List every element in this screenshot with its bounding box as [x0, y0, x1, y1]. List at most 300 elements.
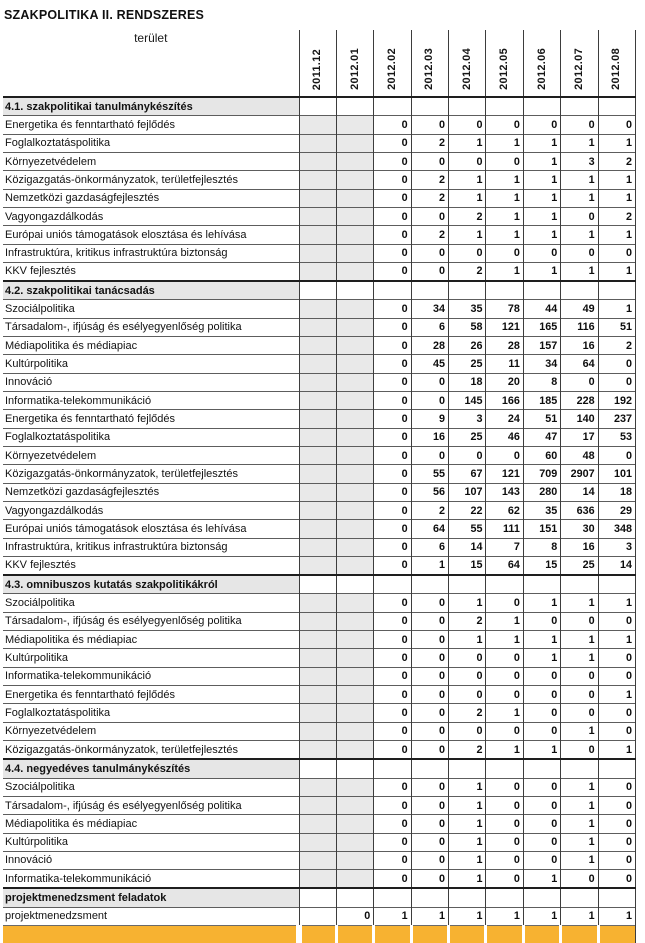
value-cell: 1 — [598, 189, 635, 207]
month-label: 2011.12 — [311, 48, 324, 90]
value-cell: 1 — [561, 262, 598, 281]
value-cell: 0 — [598, 778, 635, 796]
value-cell — [374, 575, 411, 594]
data-row — [3, 465, 636, 483]
value-cell: 0 — [486, 649, 523, 667]
value-cell: 228 — [561, 392, 598, 410]
value-cell: 16 — [561, 337, 598, 355]
value-cell — [523, 281, 560, 300]
value-cell: 0 — [374, 538, 411, 556]
value-cell: 0 — [374, 152, 411, 170]
data-row — [3, 594, 636, 612]
value-cell: 9 — [411, 410, 448, 428]
data-row — [3, 262, 636, 281]
section-title: 4.3. omnibuszos kutatás szakpolitikákról — [3, 575, 299, 594]
value-cell: 0 — [486, 851, 523, 869]
value-cell — [336, 465, 373, 483]
row-label: Foglalkoztatáspolitika — [3, 704, 299, 722]
row-label: Kultúrpolitika — [3, 649, 299, 667]
value-cell: 11 — [486, 355, 523, 373]
value-cell: 0 — [561, 870, 598, 889]
data-row — [3, 778, 636, 796]
value-cell — [598, 575, 635, 594]
value-cell: 55 — [411, 465, 448, 483]
value-cell: 0 — [374, 337, 411, 355]
value-cell — [561, 759, 598, 778]
value-cell: 237 — [598, 410, 635, 428]
value-cell: 0 — [449, 649, 486, 667]
month-label: 2012.04 — [460, 48, 473, 90]
value-cell: 1 — [486, 207, 523, 225]
value-cell: 0 — [598, 870, 635, 889]
month-label: 2012.06 — [535, 48, 548, 90]
value-cell: 0 — [523, 833, 560, 851]
value-cell: 64 — [561, 355, 598, 373]
value-cell — [336, 337, 373, 355]
value-cell: 26 — [449, 337, 486, 355]
value-cell: 0 — [486, 833, 523, 851]
value-cell: 1 — [486, 631, 523, 649]
value-cell: 1 — [561, 907, 598, 925]
value-cell: 0 — [561, 740, 598, 759]
value-cell — [299, 355, 336, 373]
value-cell: 0 — [336, 907, 373, 925]
value-cell — [299, 446, 336, 464]
value-cell: 2 — [449, 207, 486, 225]
value-cell: 18 — [598, 483, 635, 501]
value-cell: 157 — [523, 337, 560, 355]
value-cell: 25 — [561, 556, 598, 575]
data-row — [3, 740, 636, 759]
month-label: 2012.02 — [385, 48, 398, 90]
value-cell: 1 — [598, 300, 635, 318]
value-cell: 0 — [411, 116, 448, 134]
value-cell: 2 — [598, 337, 635, 355]
value-cell: 165 — [523, 318, 560, 336]
value-cell: 1 — [486, 171, 523, 189]
data-row — [3, 116, 636, 134]
value-cell — [299, 116, 336, 134]
value-cell — [336, 926, 373, 943]
value-cell — [299, 262, 336, 281]
data-row — [3, 722, 636, 740]
value-cell: 15 — [523, 556, 560, 575]
value-cell: 1 — [561, 226, 598, 244]
value-cell: 0 — [374, 796, 411, 814]
row-label: Közigazgatás-önkormányzatok, területfejlesztés — [3, 740, 299, 759]
value-cell: 1 — [449, 171, 486, 189]
value-cell: 0 — [598, 446, 635, 464]
value-cell: 1 — [486, 740, 523, 759]
value-cell: 55 — [449, 520, 486, 538]
value-cell: 30 — [561, 520, 598, 538]
value-cell: 1 — [411, 556, 448, 575]
value-cell: 14 — [561, 483, 598, 501]
row-label: projektmenedzsment — [3, 907, 299, 925]
value-cell: 2 — [411, 171, 448, 189]
value-cell: 49 — [561, 300, 598, 318]
value-cell: 0 — [374, 501, 411, 519]
row-label: Energetika és fenntartható fejlődés — [3, 116, 299, 134]
value-cell: 0 — [374, 778, 411, 796]
value-cell: 0 — [598, 116, 635, 134]
value-cell: 140 — [561, 410, 598, 428]
value-cell: 1 — [486, 134, 523, 152]
value-cell: 0 — [374, 171, 411, 189]
section-title: projektmenedzsment feladatok — [3, 888, 299, 907]
value-cell: 34 — [523, 355, 560, 373]
value-cell — [411, 888, 448, 907]
value-cell — [299, 649, 336, 667]
value-cell: 0 — [561, 373, 598, 391]
value-cell: 0 — [374, 116, 411, 134]
row-label: Energetika és fenntartható fejlődés — [3, 686, 299, 704]
value-cell: 0 — [523, 851, 560, 869]
month-label: 2012.05 — [498, 48, 511, 90]
value-cell — [336, 392, 373, 410]
row-label: Innováció — [3, 373, 299, 391]
value-cell: 46 — [486, 428, 523, 446]
value-cell — [561, 575, 598, 594]
value-cell: 0 — [449, 152, 486, 170]
value-cell: 348 — [598, 520, 635, 538]
value-cell — [299, 704, 336, 722]
value-cell — [299, 870, 336, 889]
value-cell: 1 — [449, 907, 486, 925]
value-cell — [336, 483, 373, 501]
value-cell: 1 — [523, 907, 560, 925]
value-cell: 16 — [561, 538, 598, 556]
month-column-header — [336, 30, 373, 97]
value-cell — [336, 740, 373, 759]
value-cell: 1 — [561, 722, 598, 740]
value-cell: 0 — [374, 465, 411, 483]
value-cell — [299, 428, 336, 446]
value-cell: 17 — [561, 428, 598, 446]
month-label: 2012.03 — [423, 48, 436, 90]
row-label: Informatika-telekommunikáció — [3, 392, 299, 410]
value-cell — [336, 262, 373, 281]
value-cell: 0 — [411, 446, 448, 464]
data-row — [3, 631, 636, 649]
value-cell — [336, 97, 373, 116]
value-cell: 22 — [449, 501, 486, 519]
value-cell: 0 — [411, 851, 448, 869]
value-cell — [336, 851, 373, 869]
value-cell — [299, 907, 336, 925]
data-row — [3, 649, 636, 667]
value-cell — [299, 833, 336, 851]
value-cell: 1 — [411, 907, 448, 925]
value-cell: 1 — [486, 226, 523, 244]
month-label: 2012.07 — [572, 48, 585, 90]
value-cell: 1 — [598, 907, 635, 925]
value-cell: 2 — [449, 740, 486, 759]
value-cell: 0 — [486, 446, 523, 464]
month-column-header — [598, 30, 635, 97]
table-header — [3, 30, 636, 97]
value-cell: 1 — [598, 171, 635, 189]
data-row — [3, 833, 636, 851]
value-cell: 1 — [523, 152, 560, 170]
value-cell — [523, 888, 560, 907]
value-cell: 0 — [486, 796, 523, 814]
value-cell: 0 — [486, 152, 523, 170]
value-cell: 53 — [598, 428, 635, 446]
value-cell: 0 — [523, 612, 560, 630]
value-cell — [411, 281, 448, 300]
value-cell: 0 — [598, 722, 635, 740]
value-cell: 145 — [449, 392, 486, 410]
row-label: Energetika és fenntartható fejlődés — [3, 410, 299, 428]
value-cell — [336, 870, 373, 889]
row-label: Környezetvédelem — [3, 722, 299, 740]
value-cell: 0 — [523, 667, 560, 685]
value-cell: 0 — [411, 207, 448, 225]
value-cell — [523, 926, 560, 943]
value-cell: 0 — [411, 722, 448, 740]
value-cell: 0 — [598, 667, 635, 685]
value-cell — [449, 888, 486, 907]
value-cell: 151 — [523, 520, 560, 538]
value-cell — [299, 575, 336, 594]
value-cell: 0 — [374, 667, 411, 685]
value-cell: 0 — [523, 778, 560, 796]
value-cell: 121 — [486, 318, 523, 336]
data-row — [3, 392, 636, 410]
header-row — [3, 30, 636, 97]
value-cell — [449, 575, 486, 594]
value-cell: 1 — [561, 594, 598, 612]
value-cell — [449, 759, 486, 778]
value-cell: 25 — [449, 355, 486, 373]
value-cell: 0 — [374, 226, 411, 244]
value-cell — [299, 538, 336, 556]
value-cell: 28 — [486, 337, 523, 355]
row-label: Foglalkoztatáspolitika — [3, 134, 299, 152]
section-title: 4.4. negyedéves tanulmánykészítés — [3, 759, 299, 778]
value-cell: 0 — [449, 722, 486, 740]
value-cell — [299, 392, 336, 410]
row-label: Európai uniós támogatások elosztása és lehívása — [3, 520, 299, 538]
value-cell: 51 — [523, 410, 560, 428]
value-cell: 0 — [523, 686, 560, 704]
value-cell — [374, 888, 411, 907]
value-cell: 1 — [486, 612, 523, 630]
value-cell: 2 — [411, 189, 448, 207]
value-cell: 1 — [561, 134, 598, 152]
value-cell: 1 — [561, 851, 598, 869]
value-cell: 2 — [449, 704, 486, 722]
value-cell: 0 — [598, 612, 635, 630]
value-cell — [336, 318, 373, 336]
data-row — [3, 851, 636, 869]
value-cell: 0 — [486, 116, 523, 134]
value-cell — [299, 152, 336, 170]
value-cell: 0 — [374, 594, 411, 612]
section-header-row — [3, 575, 636, 594]
value-cell — [299, 483, 336, 501]
value-cell — [299, 373, 336, 391]
month-column-header — [449, 30, 486, 97]
value-cell: 1 — [523, 740, 560, 759]
section-title: 4.1. szakpolitikai tanulmánykészítés — [3, 97, 299, 116]
value-cell: 185 — [523, 392, 560, 410]
row-label: Vagyongazdálkodás — [3, 501, 299, 519]
value-cell: 1 — [449, 134, 486, 152]
value-cell: 0 — [598, 796, 635, 814]
value-cell: 0 — [561, 244, 598, 262]
value-cell — [336, 704, 373, 722]
data-row — [3, 152, 636, 170]
value-cell: 0 — [374, 392, 411, 410]
value-cell: 192 — [598, 392, 635, 410]
value-cell: 1 — [486, 189, 523, 207]
value-cell — [299, 778, 336, 796]
section-header-row — [3, 281, 636, 300]
row-label: Informatika-telekommunikáció — [3, 667, 299, 685]
value-cell — [336, 226, 373, 244]
value-cell: 116 — [561, 318, 598, 336]
value-cell — [336, 667, 373, 685]
value-cell: 636 — [561, 501, 598, 519]
data-row — [3, 226, 636, 244]
value-cell — [336, 649, 373, 667]
value-cell: 280 — [523, 483, 560, 501]
section-title: 4.2. szakpolitikai tanácsadás — [3, 281, 299, 300]
value-cell: 0 — [374, 612, 411, 630]
row-label: Közigazgatás-önkormányzatok, területfejlesztés — [3, 465, 299, 483]
value-cell: 62 — [486, 501, 523, 519]
value-cell: 0 — [411, 594, 448, 612]
section-header-row — [3, 888, 636, 907]
value-cell: 2 — [411, 134, 448, 152]
value-cell: 107 — [449, 483, 486, 501]
value-cell — [299, 244, 336, 262]
value-cell: 1 — [449, 851, 486, 869]
value-cell: 1 — [598, 226, 635, 244]
value-cell — [336, 722, 373, 740]
value-cell — [336, 171, 373, 189]
value-cell: 0 — [411, 244, 448, 262]
data-row — [3, 134, 636, 152]
row-label: Társadalom-, ifjúság és esélyegyenlőség politika — [3, 796, 299, 814]
value-cell: 3 — [561, 152, 598, 170]
value-cell: 6 — [411, 318, 448, 336]
value-cell: 0 — [449, 446, 486, 464]
data-row — [3, 870, 636, 889]
value-cell: 0 — [411, 740, 448, 759]
value-cell: 1 — [449, 815, 486, 833]
value-cell: 0 — [449, 686, 486, 704]
value-cell: 1 — [523, 870, 560, 889]
value-cell: 0 — [598, 833, 635, 851]
highlight-label-cell — [3, 926, 299, 943]
row-label: Informatika-telekommunikáció — [3, 870, 299, 889]
value-cell — [299, 888, 336, 907]
value-cell: 0 — [486, 815, 523, 833]
value-cell: 0 — [561, 116, 598, 134]
value-cell — [336, 538, 373, 556]
value-cell: 7 — [486, 538, 523, 556]
value-cell: 101 — [598, 465, 635, 483]
value-cell: 2907 — [561, 465, 598, 483]
row-label: Közigazgatás-önkormányzatok, területfejlesztés — [3, 171, 299, 189]
value-cell: 0 — [598, 851, 635, 869]
value-cell: 1 — [449, 870, 486, 889]
value-cell: 2 — [598, 152, 635, 170]
row-label: Nemzetközi gazdaságfejlesztés — [3, 483, 299, 501]
value-cell: 0 — [411, 815, 448, 833]
value-cell — [336, 833, 373, 851]
value-cell — [299, 337, 336, 355]
value-cell — [299, 851, 336, 869]
value-cell: 0 — [449, 244, 486, 262]
value-cell: 1 — [598, 686, 635, 704]
value-cell — [299, 815, 336, 833]
value-cell — [449, 97, 486, 116]
value-cell — [486, 926, 523, 943]
value-cell: 1 — [523, 207, 560, 225]
value-cell: 1 — [561, 778, 598, 796]
value-cell — [411, 759, 448, 778]
value-cell — [336, 300, 373, 318]
value-cell — [411, 97, 448, 116]
value-cell: 1 — [598, 740, 635, 759]
value-cell: 45 — [411, 355, 448, 373]
month-column-header — [561, 30, 598, 97]
value-cell — [336, 152, 373, 170]
value-cell: 1 — [449, 594, 486, 612]
row-label: KKV fejlesztés — [3, 556, 299, 575]
value-cell — [336, 631, 373, 649]
table-body — [3, 97, 636, 943]
row-label: KKV fejlesztés — [3, 262, 299, 281]
value-cell: 1 — [523, 226, 560, 244]
value-cell: 1 — [561, 649, 598, 667]
value-cell: 14 — [449, 538, 486, 556]
value-cell: 0 — [411, 612, 448, 630]
value-cell — [299, 740, 336, 759]
value-cell: 0 — [598, 649, 635, 667]
row-label: Médiapolitika és médiapiac — [3, 631, 299, 649]
value-cell — [299, 134, 336, 152]
value-cell: 0 — [486, 778, 523, 796]
data-row — [3, 446, 636, 464]
value-cell: 0 — [486, 667, 523, 685]
data-row — [3, 318, 636, 336]
value-cell: 0 — [411, 870, 448, 889]
row-label: Vagyongazdálkodás — [3, 207, 299, 225]
value-cell: 1 — [449, 778, 486, 796]
value-cell — [486, 281, 523, 300]
value-cell: 0 — [374, 520, 411, 538]
value-cell — [336, 428, 373, 446]
value-cell — [449, 281, 486, 300]
value-cell: 3 — [598, 538, 635, 556]
value-cell: 67 — [449, 465, 486, 483]
value-cell — [336, 575, 373, 594]
data-row — [3, 796, 636, 814]
value-cell: 1 — [561, 796, 598, 814]
value-cell — [598, 281, 635, 300]
value-cell: 35 — [449, 300, 486, 318]
value-cell: 0 — [411, 686, 448, 704]
data-row — [3, 612, 636, 630]
data-row — [3, 171, 636, 189]
value-cell: 1 — [598, 594, 635, 612]
value-cell: 2 — [411, 501, 448, 519]
